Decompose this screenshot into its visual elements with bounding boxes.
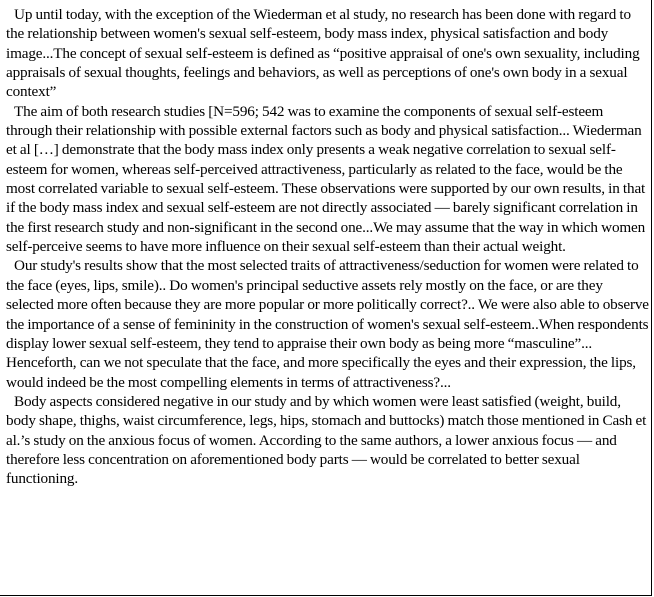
document-body: [6, 5, 649, 489]
paragraph-study-aim: The aim of both research studies [N=596; 542 was to examine the components of sexual self-esteem through their relationship with possible external factors such as body and physical satisfaction... Wiederman et al […] demonstrate that the body mass index only presents a weak negative correlation to sexual self-esteem for women, whereas self-perceived attractiveness, particularly as related to the face, would be the most correlated variable to sexual self-esteem. These observations were supported by our own results, in that if the body mass index and sexual self-esteem are not directly associated — barely significant correlation in the first research study and non-significant in the second one...We may assume that the way in which women self-perceive seems to have more influence on their sexual self-esteem than their actual weight.: [6, 102, 646, 256]
paragraph-results: Our study's results show that the most selected traits of attractiveness/seduction for women were related to the face (eyes, lips, smile).. Do women's principal seductive assets rely mostly on the face, or are they selected more often because they are more popular or more politically correct?.. We were also able to observe the importance of a sense of femininity in the construction of women's sexual self-esteem..When respondents display lower sexual self-esteem, they tend to appraise their own body as being more “masculine”... Henceforth, can we not speculate that the face, and more specifically the eyes and their expression, the lips, would indeed be the most compelling elements in terms of attractiveness?...: [6, 257, 649, 391]
paragraph-intro: Up until today, with the exception of the Wiederman et al study, no research has been done with regard to the relationship between women's sexual self-esteem, body mass index, physical satisfaction and body image...The concept of sexual self-esteem is defined as “positive appraisal of one's own sexuality, including appraisals of sexual thoughts, feelings and behaviors, as well as perceptions of one's own body in a sexual context”: [6, 6, 640, 101]
paragraph-body-aspects: Body aspects considered negative in our study and by which women were least satisfied (weight, build, body shape, thighs, waist circumference, legs, hips, stomach and buttocks) match those mentioned in Cash et al.’s study on the anxious focus of women. According to the same authors, a lower anxious focus — and therefore less concentration on aforementioned body parts — would be correlated to better sexual functioning.: [6, 392, 647, 488]
